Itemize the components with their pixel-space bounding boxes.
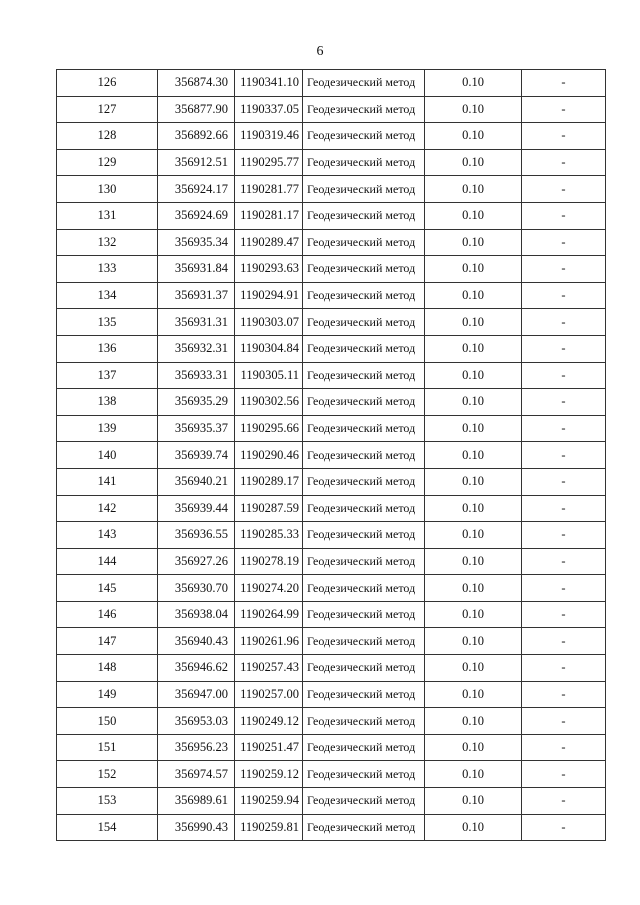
method-cell: Геодезический метод bbox=[303, 655, 425, 682]
table-row bbox=[57, 495, 606, 522]
accuracy-cell: 0.10 bbox=[425, 335, 522, 362]
x-coordinate-cell: 356931.31 bbox=[158, 309, 235, 336]
table-row bbox=[57, 415, 606, 442]
accuracy-cell: 0.10 bbox=[425, 309, 522, 336]
y-coordinate-cell: 1190305.11 bbox=[235, 362, 303, 389]
method-cell: Геодезический метод bbox=[303, 628, 425, 655]
dash-cell: - bbox=[522, 655, 606, 682]
table-row bbox=[57, 708, 606, 735]
y-coordinate-cell: 1190281.77 bbox=[235, 176, 303, 203]
dash-cell: - bbox=[522, 628, 606, 655]
y-coordinate-cell: 1190281.17 bbox=[235, 202, 303, 229]
x-coordinate-cell: 356974.57 bbox=[158, 761, 235, 788]
accuracy-cell: 0.10 bbox=[425, 814, 522, 841]
point-number-cell: 152 bbox=[57, 761, 158, 788]
dash-cell: - bbox=[522, 70, 606, 97]
y-coordinate-cell: 1190249.12 bbox=[235, 708, 303, 735]
table-row bbox=[57, 522, 606, 549]
dash-cell: - bbox=[522, 389, 606, 416]
dash-cell: - bbox=[522, 362, 606, 389]
table-row bbox=[57, 176, 606, 203]
dash-cell: - bbox=[522, 96, 606, 123]
point-number-cell: 149 bbox=[57, 681, 158, 708]
table-row bbox=[57, 468, 606, 495]
y-coordinate-cell: 1190259.12 bbox=[235, 761, 303, 788]
method-cell: Геодезический метод bbox=[303, 495, 425, 522]
point-number-cell: 131 bbox=[57, 202, 158, 229]
accuracy-cell: 0.10 bbox=[425, 96, 522, 123]
method-cell: Геодезический метод bbox=[303, 389, 425, 416]
accuracy-cell: 0.10 bbox=[425, 123, 522, 150]
accuracy-cell: 0.10 bbox=[425, 256, 522, 283]
y-coordinate-cell: 1190290.46 bbox=[235, 442, 303, 469]
method-cell: Геодезический метод bbox=[303, 681, 425, 708]
dash-cell: - bbox=[522, 495, 606, 522]
accuracy-cell: 0.10 bbox=[425, 655, 522, 682]
accuracy-cell: 0.10 bbox=[425, 176, 522, 203]
dash-cell: - bbox=[522, 681, 606, 708]
table-row bbox=[57, 814, 606, 841]
accuracy-cell: 0.10 bbox=[425, 202, 522, 229]
accuracy-cell: 0.10 bbox=[425, 415, 522, 442]
method-cell: Геодезический метод bbox=[303, 362, 425, 389]
point-number-cell: 132 bbox=[57, 229, 158, 256]
point-number-cell: 154 bbox=[57, 814, 158, 841]
point-number-cell: 151 bbox=[57, 734, 158, 761]
y-coordinate-cell: 1190285.33 bbox=[235, 522, 303, 549]
dash-cell: - bbox=[522, 734, 606, 761]
coordinates-table bbox=[56, 69, 606, 841]
dash-cell: - bbox=[522, 575, 606, 602]
accuracy-cell: 0.10 bbox=[425, 229, 522, 256]
dash-cell: - bbox=[522, 788, 606, 815]
x-coordinate-cell: 356946.62 bbox=[158, 655, 235, 682]
point-number-cell: 136 bbox=[57, 335, 158, 362]
accuracy-cell: 0.10 bbox=[425, 575, 522, 602]
point-number-cell: 141 bbox=[57, 468, 158, 495]
table-row bbox=[57, 655, 606, 682]
method-cell: Геодезический метод bbox=[303, 761, 425, 788]
method-cell: Геодезический метод bbox=[303, 96, 425, 123]
method-cell: Геодезический метод bbox=[303, 575, 425, 602]
point-number-cell: 143 bbox=[57, 522, 158, 549]
x-coordinate-cell: 356935.34 bbox=[158, 229, 235, 256]
table-row bbox=[57, 229, 606, 256]
y-coordinate-cell: 1190289.47 bbox=[235, 229, 303, 256]
dash-cell: - bbox=[522, 149, 606, 176]
x-coordinate-cell: 356931.84 bbox=[158, 256, 235, 283]
table-row bbox=[57, 681, 606, 708]
x-coordinate-cell: 356935.29 bbox=[158, 389, 235, 416]
method-cell: Геодезический метод bbox=[303, 176, 425, 203]
method-cell: Геодезический метод bbox=[303, 149, 425, 176]
method-cell: Геодезический метод bbox=[303, 522, 425, 549]
point-number-cell: 126 bbox=[57, 70, 158, 97]
x-coordinate-cell: 356939.44 bbox=[158, 495, 235, 522]
x-coordinate-cell: 356940.43 bbox=[158, 628, 235, 655]
dash-cell: - bbox=[522, 202, 606, 229]
y-coordinate-cell: 1190303.07 bbox=[235, 309, 303, 336]
point-number-cell: 129 bbox=[57, 149, 158, 176]
table-row bbox=[57, 389, 606, 416]
table-row bbox=[57, 123, 606, 150]
y-coordinate-cell: 1190302.56 bbox=[235, 389, 303, 416]
point-number-cell: 128 bbox=[57, 123, 158, 150]
x-coordinate-cell: 356953.03 bbox=[158, 708, 235, 735]
method-cell: Геодезический метод bbox=[303, 788, 425, 815]
method-cell: Геодезический метод bbox=[303, 548, 425, 575]
accuracy-cell: 0.10 bbox=[425, 628, 522, 655]
x-coordinate-cell: 356935.37 bbox=[158, 415, 235, 442]
x-coordinate-cell: 356932.31 bbox=[158, 335, 235, 362]
dash-cell: - bbox=[522, 548, 606, 575]
dash-cell: - bbox=[522, 468, 606, 495]
table-row bbox=[57, 202, 606, 229]
x-coordinate-cell: 356930.70 bbox=[158, 575, 235, 602]
table-row bbox=[57, 761, 606, 788]
point-number-cell: 144 bbox=[57, 548, 158, 575]
y-coordinate-cell: 1190274.20 bbox=[235, 575, 303, 602]
dash-cell: - bbox=[522, 123, 606, 150]
point-number-cell: 127 bbox=[57, 96, 158, 123]
method-cell: Геодезический метод bbox=[303, 309, 425, 336]
dash-cell: - bbox=[522, 282, 606, 309]
table-row bbox=[57, 442, 606, 469]
x-coordinate-cell: 356927.26 bbox=[158, 548, 235, 575]
y-coordinate-cell: 1190293.63 bbox=[235, 256, 303, 283]
accuracy-cell: 0.10 bbox=[425, 495, 522, 522]
y-coordinate-cell: 1190287.59 bbox=[235, 495, 303, 522]
dash-cell: - bbox=[522, 229, 606, 256]
method-cell: Геодезический метод bbox=[303, 202, 425, 229]
method-cell: Геодезический метод bbox=[303, 229, 425, 256]
y-coordinate-cell: 1190337.05 bbox=[235, 96, 303, 123]
x-coordinate-cell: 356947.00 bbox=[158, 681, 235, 708]
accuracy-cell: 0.10 bbox=[425, 522, 522, 549]
accuracy-cell: 0.10 bbox=[425, 389, 522, 416]
x-coordinate-cell: 356939.74 bbox=[158, 442, 235, 469]
method-cell: Геодезический метод bbox=[303, 282, 425, 309]
method-cell: Геодезический метод bbox=[303, 70, 425, 97]
y-coordinate-cell: 1190295.66 bbox=[235, 415, 303, 442]
method-cell: Геодезический метод bbox=[303, 601, 425, 628]
y-coordinate-cell: 1190295.77 bbox=[235, 149, 303, 176]
point-number-cell: 137 bbox=[57, 362, 158, 389]
dash-cell: - bbox=[522, 601, 606, 628]
x-coordinate-cell: 356931.37 bbox=[158, 282, 235, 309]
accuracy-cell: 0.10 bbox=[425, 362, 522, 389]
x-coordinate-cell: 356989.61 bbox=[158, 788, 235, 815]
method-cell: Геодезический метод bbox=[303, 415, 425, 442]
point-number-cell: 133 bbox=[57, 256, 158, 283]
x-coordinate-cell: 356940.21 bbox=[158, 468, 235, 495]
table-row bbox=[57, 309, 606, 336]
table-row bbox=[57, 575, 606, 602]
point-number-cell: 147 bbox=[57, 628, 158, 655]
coordinates-table-body bbox=[57, 70, 606, 841]
accuracy-cell: 0.10 bbox=[425, 70, 522, 97]
dash-cell: - bbox=[522, 176, 606, 203]
dash-cell: - bbox=[522, 442, 606, 469]
point-number-cell: 146 bbox=[57, 601, 158, 628]
point-number-cell: 145 bbox=[57, 575, 158, 602]
table-row bbox=[57, 282, 606, 309]
method-cell: Геодезический метод bbox=[303, 442, 425, 469]
table-row bbox=[57, 628, 606, 655]
point-number-cell: 130 bbox=[57, 176, 158, 203]
accuracy-cell: 0.10 bbox=[425, 681, 522, 708]
table-row bbox=[57, 601, 606, 628]
table-row bbox=[57, 548, 606, 575]
y-coordinate-cell: 1190264.99 bbox=[235, 601, 303, 628]
y-coordinate-cell: 1190259.94 bbox=[235, 788, 303, 815]
point-number-cell: 139 bbox=[57, 415, 158, 442]
y-coordinate-cell: 1190319.46 bbox=[235, 123, 303, 150]
x-coordinate-cell: 356877.90 bbox=[158, 96, 235, 123]
method-cell: Геодезический метод bbox=[303, 734, 425, 761]
accuracy-cell: 0.10 bbox=[425, 149, 522, 176]
method-cell: Геодезический метод bbox=[303, 708, 425, 735]
table-row bbox=[57, 734, 606, 761]
accuracy-cell: 0.10 bbox=[425, 442, 522, 469]
point-number-cell: 150 bbox=[57, 708, 158, 735]
point-number-cell: 134 bbox=[57, 282, 158, 309]
dash-cell: - bbox=[522, 415, 606, 442]
dash-cell: - bbox=[522, 309, 606, 336]
y-coordinate-cell: 1190294.91 bbox=[235, 282, 303, 309]
table-row bbox=[57, 362, 606, 389]
x-coordinate-cell: 356936.55 bbox=[158, 522, 235, 549]
x-coordinate-cell: 356924.17 bbox=[158, 176, 235, 203]
point-number-cell: 140 bbox=[57, 442, 158, 469]
dash-cell: - bbox=[522, 256, 606, 283]
table-row bbox=[57, 149, 606, 176]
y-coordinate-cell: 1190261.96 bbox=[235, 628, 303, 655]
dash-cell: - bbox=[522, 814, 606, 841]
method-cell: Геодезический метод bbox=[303, 256, 425, 283]
accuracy-cell: 0.10 bbox=[425, 708, 522, 735]
method-cell: Геодезический метод bbox=[303, 814, 425, 841]
dash-cell: - bbox=[522, 708, 606, 735]
table-row bbox=[57, 96, 606, 123]
method-cell: Геодезический метод bbox=[303, 335, 425, 362]
y-coordinate-cell: 1190278.19 bbox=[235, 548, 303, 575]
x-coordinate-cell: 356924.69 bbox=[158, 202, 235, 229]
point-number-cell: 153 bbox=[57, 788, 158, 815]
method-cell: Геодезический метод bbox=[303, 123, 425, 150]
accuracy-cell: 0.10 bbox=[425, 734, 522, 761]
dash-cell: - bbox=[522, 761, 606, 788]
x-coordinate-cell: 356874.30 bbox=[158, 70, 235, 97]
point-number-cell: 142 bbox=[57, 495, 158, 522]
y-coordinate-cell: 1190257.43 bbox=[235, 655, 303, 682]
table-row bbox=[57, 335, 606, 362]
dash-cell: - bbox=[522, 522, 606, 549]
y-coordinate-cell: 1190259.81 bbox=[235, 814, 303, 841]
accuracy-cell: 0.10 bbox=[425, 761, 522, 788]
x-coordinate-cell: 356912.51 bbox=[158, 149, 235, 176]
table-row bbox=[57, 256, 606, 283]
y-coordinate-cell: 1190289.17 bbox=[235, 468, 303, 495]
y-coordinate-cell: 1190257.00 bbox=[235, 681, 303, 708]
point-number-cell: 148 bbox=[57, 655, 158, 682]
x-coordinate-cell: 356938.04 bbox=[158, 601, 235, 628]
page-number: 6 bbox=[316, 44, 324, 59]
table-row bbox=[57, 70, 606, 97]
x-coordinate-cell: 356990.43 bbox=[158, 814, 235, 841]
dash-cell: - bbox=[522, 335, 606, 362]
accuracy-cell: 0.10 bbox=[425, 282, 522, 309]
x-coordinate-cell: 356892.66 bbox=[158, 123, 235, 150]
point-number-cell: 135 bbox=[57, 309, 158, 336]
accuracy-cell: 0.10 bbox=[425, 601, 522, 628]
x-coordinate-cell: 356956.23 bbox=[158, 734, 235, 761]
accuracy-cell: 0.10 bbox=[425, 548, 522, 575]
method-cell: Геодезический метод bbox=[303, 468, 425, 495]
y-coordinate-cell: 1190251.47 bbox=[235, 734, 303, 761]
accuracy-cell: 0.10 bbox=[425, 468, 522, 495]
y-coordinate-cell: 1190304.84 bbox=[235, 335, 303, 362]
y-coordinate-cell: 1190341.10 bbox=[235, 70, 303, 97]
point-number-cell: 138 bbox=[57, 389, 158, 416]
x-coordinate-cell: 356933.31 bbox=[158, 362, 235, 389]
accuracy-cell: 0.10 bbox=[425, 788, 522, 815]
table-row bbox=[57, 788, 606, 815]
